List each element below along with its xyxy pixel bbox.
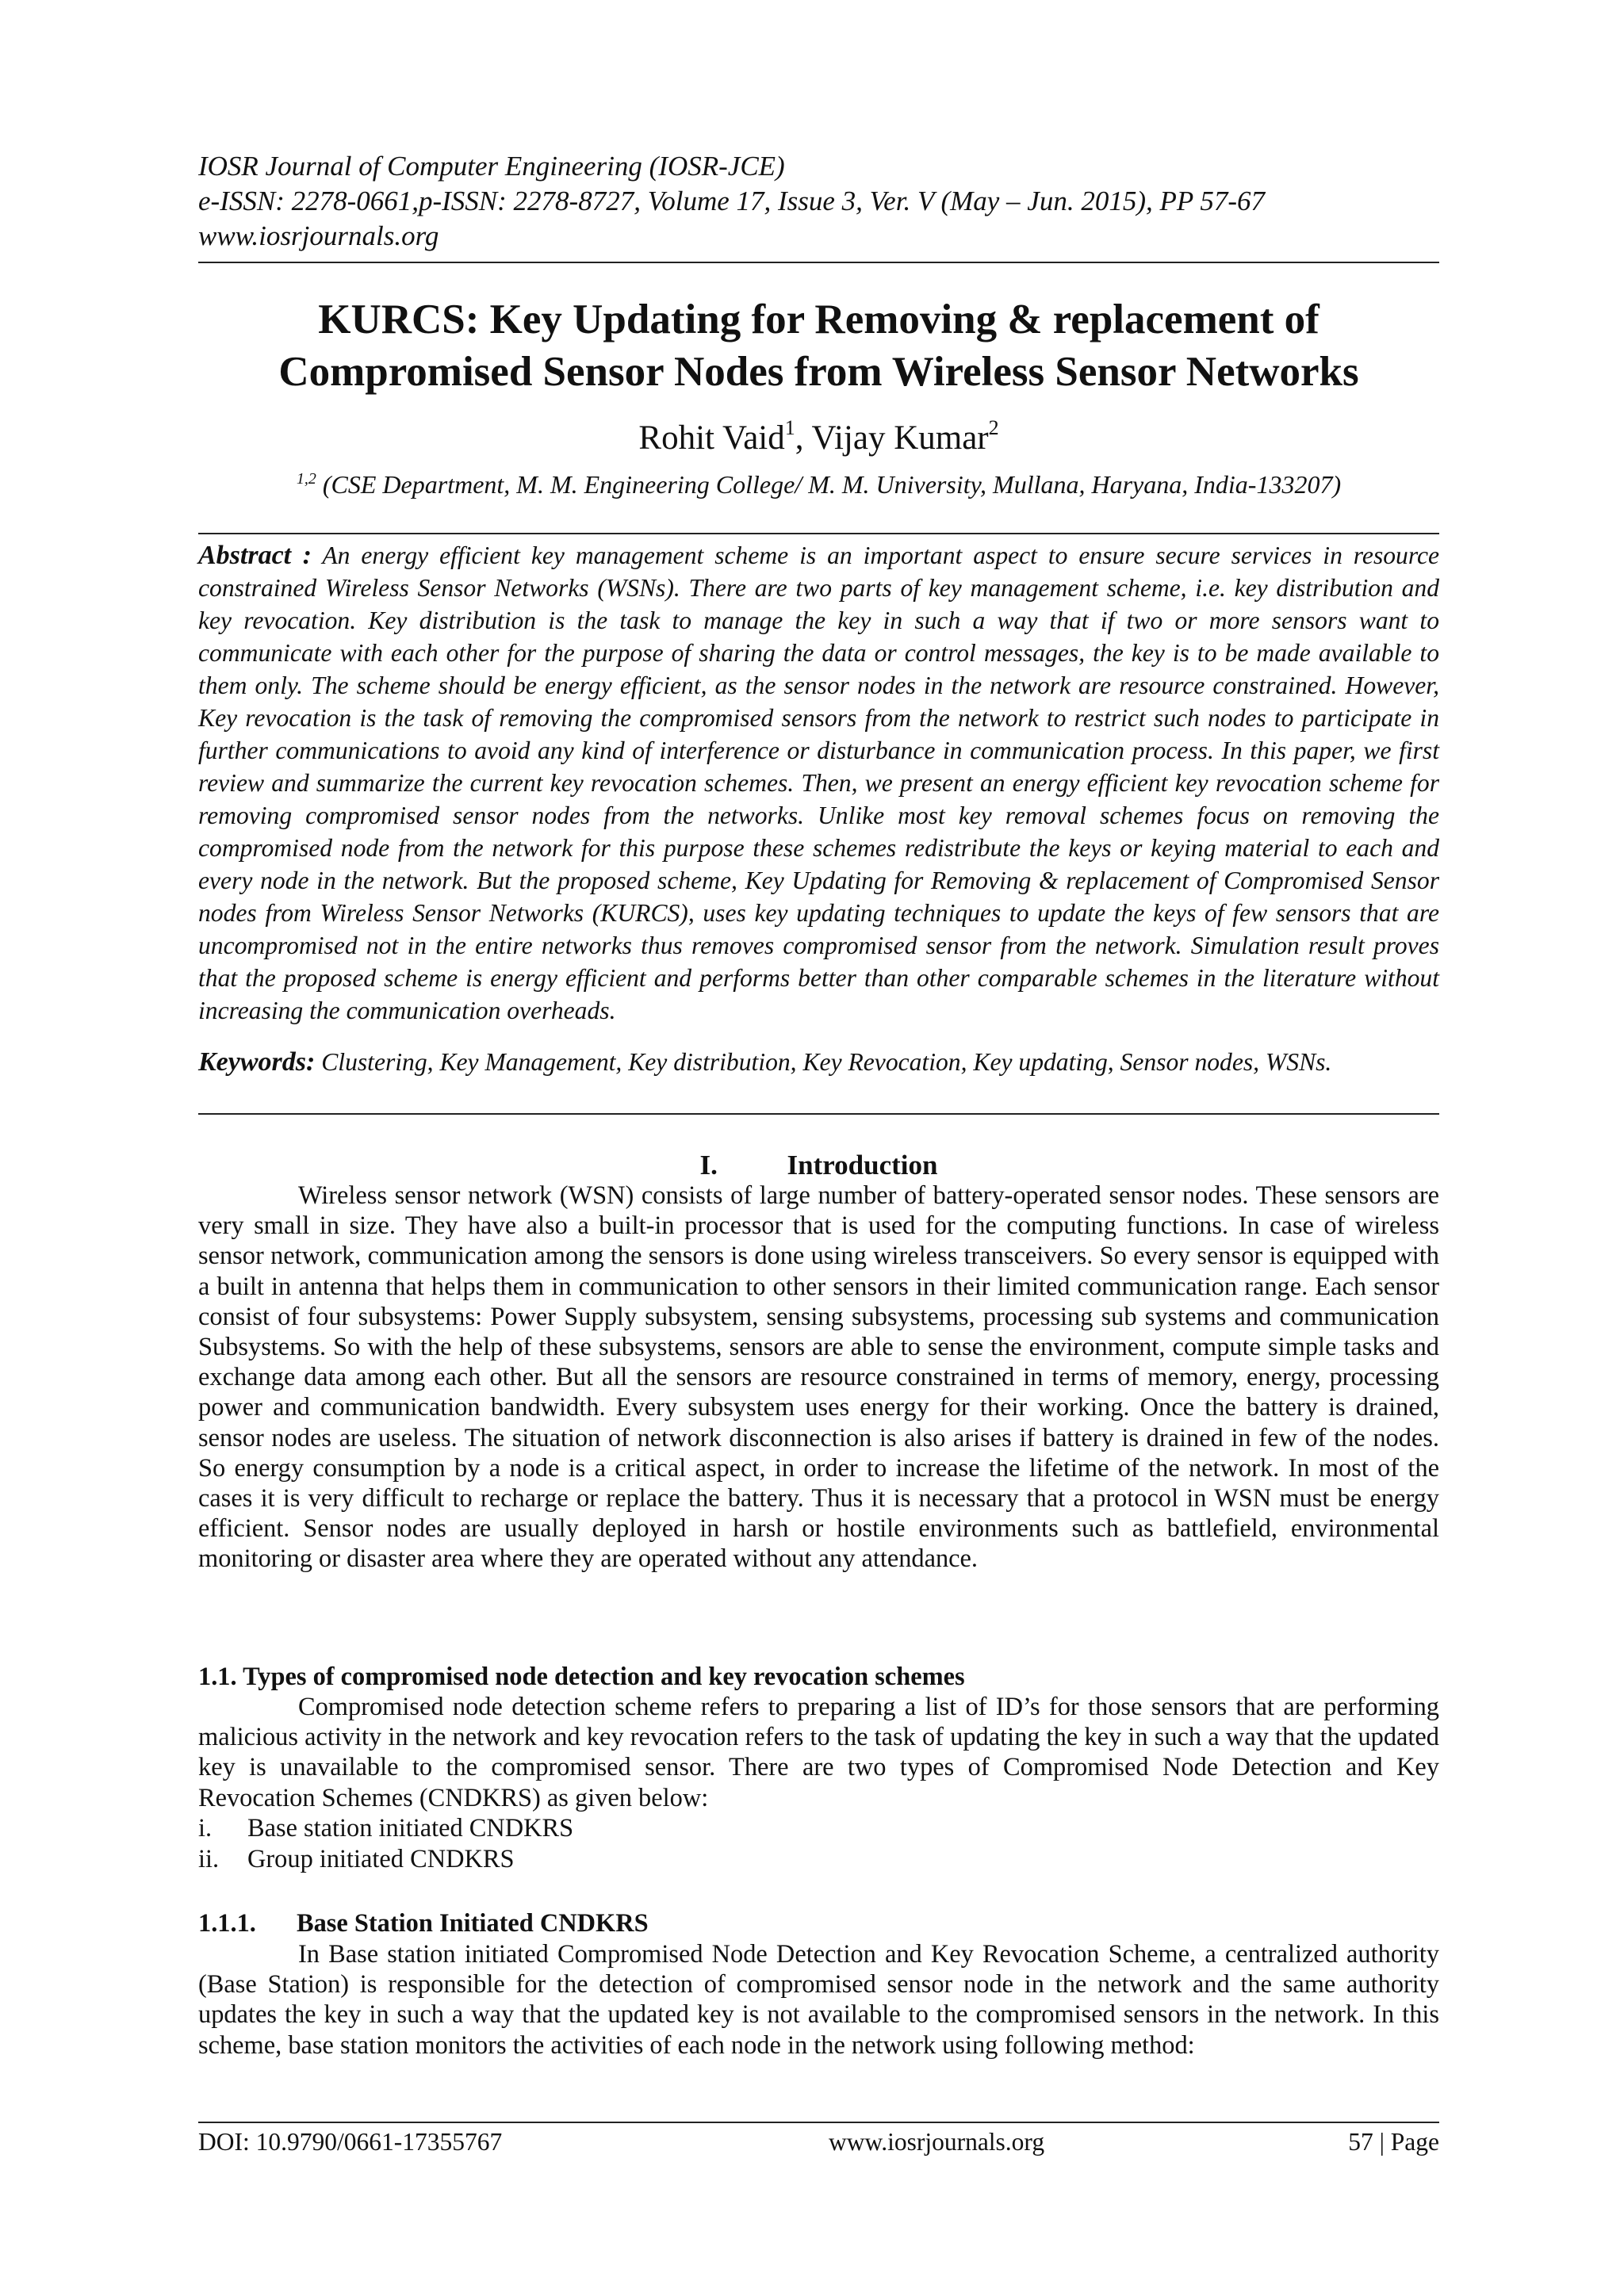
list-item [198,1844,573,1875]
subsection-1-1-body [198,1692,1439,1813]
abstract-text: An energy efficient key management scheme is an important aspect to ensure secure services in resource constrained Wireless Sensor Networks (WSNs). There are two parts of key management scheme, i.e. key distribution and key revocation. Key distribution is the task to manage the key in such a way that if two or more sensors want to communicate with each other for the purpose of sharing the data or control messages, the key is to be made available to them only. The scheme should be energy efficient, as the sensor nodes in the network are resource constrained. However, Key revocation is the task of removing the compromised sensors from the network to restrict such nodes to participate in further communications to avoid any kind of interference or disturbance in communication process. In this paper, we first review and summarize the current key revocation schemes. Then, we present an energy efficient key revocation scheme for removing compromised sensor nodes from the networks. Unlike most key removal schemes focus on removing the compromised node from the network for this purpose these schemes redistribute the keys or keying material to each and every node in the network. But the proposed scheme, Key Updating for Removing & replacement of Compromised Sensor nodes from Wireless Sensor Networks (KURCS), uses key updating techniques to update the keys of few sensors that are uncompromised not in the entire networks thus removes compromised sensor from the network. Simulation result proves that the proposed scheme is energy efficient and performs better than other comparable schemes in the literature without increasing the communication overheads. [198,541,1440,1024]
author-list [198,416,1439,461]
affiliation-text: (CSE Department, M. M. Engineering College/ M. M. University, Mullana, Haryana, India-133207) [316,470,1342,499]
keywords-label: Keywords: [198,1047,316,1077]
section-number: I. [699,1150,718,1181]
subsection-heading-1-1-1 [198,1908,649,1938]
footer-divider [198,2122,1439,2123]
subsection-1-1-paragraph: Compromised node detection scheme refers to preparing a list of ID’s for those sensors that are performing malicious activity in the network and key revocation refers to the task of updating the key in such a way that the updated key is unavailable to the compromised sensor. There are two types of Compromised Node Detection and Key Revocation Schemes (CNDKRS) as given below: [198,1693,1439,1812]
keywords-text: Clustering, Key Management, Key distribution, Key Revocation, Key updating, Sensor nodes, WSNs. [321,1048,1332,1076]
header-divider [198,262,1439,263]
subsection-1-1-1-paragraph: In Base station initiated Compromised Node Detection and Key Revocation Scheme, a centralized authority (Base Station) is responsible for the detection of compromised sensor node in the network and the same authority updates the key in such a way that the updated key is not available to the compromised sensors in the network. In this scheme, base station monitors the activities of each node in the network using following method: [198,1940,1439,2060]
list-item [198,1813,573,1844]
section-title: Introduction [787,1150,938,1181]
list-marker: i. [198,1814,213,1843]
title-line-1: KURCS: Key Updating for Removing & replacement of [318,297,1320,342]
author-2: Vijay Kumar [811,419,989,457]
issn-line: e-ISSN: 2278-0661,p-ISSN: 2278-8727, Volume 17, Issue 3, Ver. V (May – Jun. 2015), PP 57-67 [198,186,1266,216]
abstract-label: Abstract : [198,541,312,570]
footer-doi: DOI: 10.9790/0661-17355767 [198,2128,503,2156]
title-line-2: Compromised Sensor Nodes from Wireless Sensor Networks [278,349,1359,395]
abstract-bottom-divider [198,1113,1439,1115]
author-separator: , [795,419,812,457]
list-item-text: Group initiated CNDKRS [247,1844,515,1873]
author-1-affil-mark: 1 [784,416,795,439]
subsection-1-1-1-body [198,1939,1439,2061]
keywords [198,1047,1439,1077]
affiliation-mark: 1,2 [296,470,316,488]
cndkrs-type-list [198,1813,573,1874]
introduction-paragraph: Wireless sensor network (WSN) consists of large number of battery-operated sensor nodes. These sensors are very small in size. They have also a built-in processor that is used for the computing functions. In case of wireless sensor network, communication among the sensors is done using wireless transceivers. So every sensor is equipped with a built in antenna that helps them in communication to other sensors in their limited communication range. Each sensor consist of four subsystems: Power Supply subsystem, sensing subsystems, processing sub systems and communication Subsystems. So with the help of these subsystems, sensors are able to sense the environment, compute simple tasks and exchange data among each other. But all the sensors are resource constrained in terms of memory, energy, processing power and communication bandwidth. Every subsystem uses energy for their working. Once the battery is drained, sensor nodes are useless. The situation of network disconnection is also arises if battery is drained in few of the nodes. So energy consumption by a node is a critical aspect, in order to increase the lifetime of the network. In most of the cases it is very difficult to recharge or replace the battery. Thus it is necessary that a protocol in WSN must be energy efficient. Sensor nodes are usually deployed in harsh or hostile environments such as battlefield, environmental monitoring or disaster area where they are operated without any attendance. [198,1181,1439,1574]
footer-website: www.iosrjournals.org [829,2128,1045,2156]
list-item-text: Base station initiated CNDKRS [247,1814,574,1843]
author-2-affil-mark: 2 [988,416,999,439]
affiliation [198,468,1439,501]
list-marker: ii. [198,1844,220,1873]
subsection-title: Base Station Initiated CNDKRS [297,1909,649,1938]
author-1: Rohit Vaid [638,419,785,457]
footer-page-number: 57 | Page [1348,2128,1439,2156]
paper-title [198,293,1439,398]
subsection-number: 1.1.1. [198,1909,256,1938]
introduction-body [198,1181,1439,1575]
section-heading-introduction [198,1148,1439,1183]
abstract [198,539,1439,1027]
abstract-top-divider [198,533,1439,534]
journal-website: www.iosrjournals.org [198,220,439,251]
journal-name: IOSR Journal of Computer Engineering (IOSR-JCE) [198,151,785,182]
subsection-heading-1-1: 1.1. Types of compromised node detection and key revocation schemes [198,1663,965,1691]
journal-header [198,149,1451,254]
